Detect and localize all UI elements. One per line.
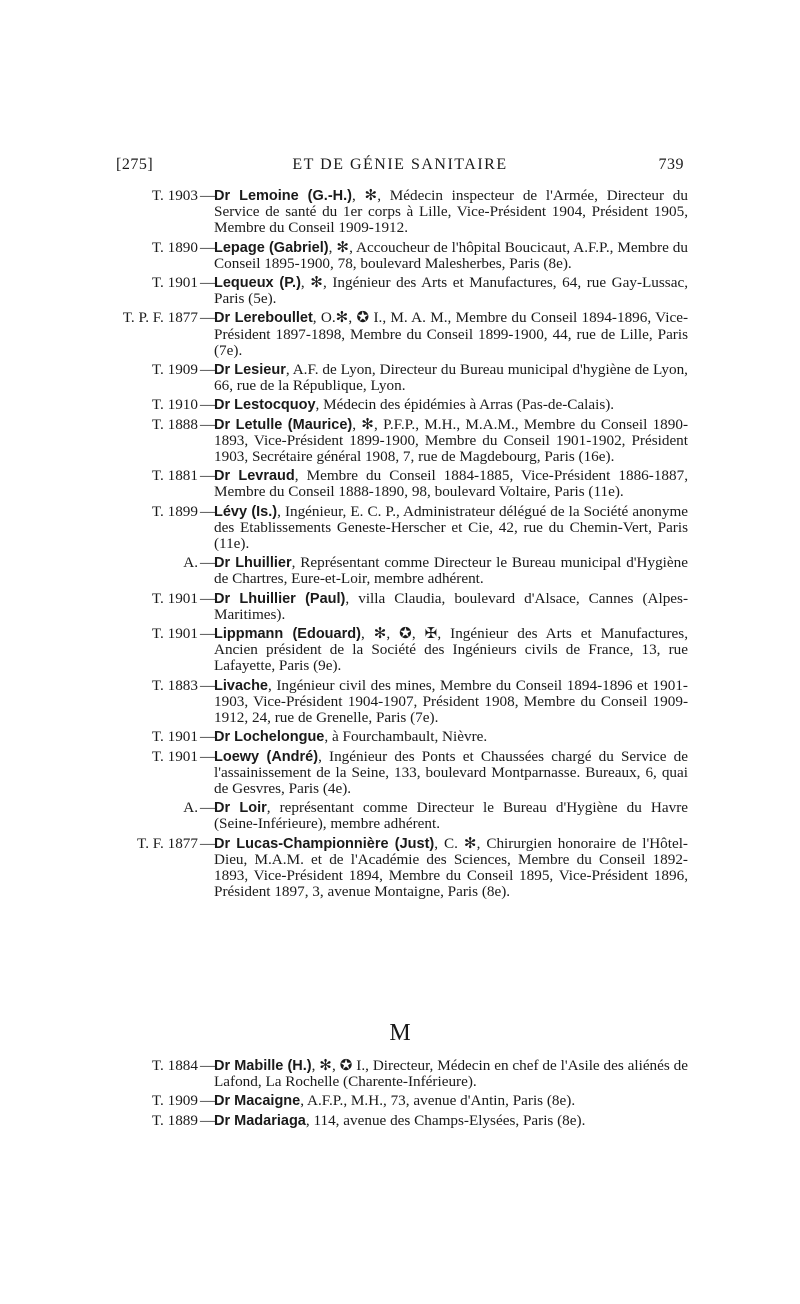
entries-m xyxy=(116,1058,688,1132)
member-name: Dr Letulle (Maurice) xyxy=(214,416,353,433)
entry-text: , Représentant comme Directeur le Bureau municipal d'Hygiène de Chartres, Eure-et-Loir, membre adhérent. xyxy=(214,554,688,588)
member-name: Dr Loir xyxy=(214,800,267,817)
entry-tag: T. 1903 xyxy=(151,187,198,204)
entry-row xyxy=(116,310,688,359)
member-name: Dr Lesieur xyxy=(214,362,286,379)
entry-row xyxy=(116,417,688,466)
entry-text: , Médecin des épidémies à Arras (Pas-de-Calais). xyxy=(315,396,615,414)
entry-tag: T. 1909 xyxy=(151,1092,198,1110)
entry-dash: — xyxy=(200,747,216,765)
member-name: Dr Madariaga xyxy=(214,1112,306,1129)
entry-tag: T. 1889 xyxy=(151,1111,198,1129)
entry-dash: — xyxy=(200,625,216,643)
page-number-left: [275] xyxy=(116,156,154,173)
entry-text: , ✻, Ingénieur des Arts et Manufactures, 64, rue Gay-Lussac, Paris (5e). xyxy=(214,274,688,308)
member-name: Lepage (Gabriel) xyxy=(214,239,329,256)
entry-body xyxy=(214,1113,688,1129)
entry-dash: — xyxy=(200,238,216,256)
entry-dash: — xyxy=(200,361,216,379)
entry-row xyxy=(116,1093,688,1109)
entry-dash: — xyxy=(200,396,216,414)
entry-row xyxy=(116,504,688,553)
entry-row xyxy=(116,591,688,623)
entries-l xyxy=(116,188,688,903)
entry-body xyxy=(214,626,688,675)
entry-tag: T. 1909 xyxy=(151,361,198,379)
entry-dash: — xyxy=(200,502,216,520)
entry-body xyxy=(214,275,688,307)
entry-text: , A.F.P., M.H., 73, avenue d'Antin, Paris (8e). xyxy=(300,1092,576,1110)
entry-text: , ✻, Médecin inspecteur de l'Armée, Directeur du Service de santé du 1er corps à Lille, Vice-Président 1904, Président 1905, Membre du Conseil 1909-1912. xyxy=(214,187,688,237)
entry-tag: T. P. F. 1877 xyxy=(122,309,198,327)
entry-body xyxy=(214,417,688,466)
entry-row xyxy=(116,729,688,745)
member-name: Dr Lucas-Championnière (Just) xyxy=(214,835,435,852)
entry-body xyxy=(214,188,688,237)
entry-tag: T. 1881 xyxy=(151,467,198,485)
section-letter: M xyxy=(389,1020,411,1046)
entry-row xyxy=(116,1113,688,1129)
entry-dash: — xyxy=(200,728,216,746)
entry-tag: T. 1884 xyxy=(151,1057,198,1074)
entry-tag: T. 1901 xyxy=(151,728,198,746)
entry-row xyxy=(116,240,688,272)
member-name: Livache xyxy=(214,677,268,694)
entry-dash: — xyxy=(200,309,216,327)
entry-dash: — xyxy=(200,834,216,852)
entry-text: , C. ✻, Chirurgien honoraire de l'Hôtel-Dieu, M.A.M. et de l'Académie des Sciences, Membre du Conseil 1892-1893, Vice-Président 1894, Membre du Conseil 1895, Vice-Président 1896, Président 1897, 3, avenue Montaigne, Paris (8e). xyxy=(214,834,688,901)
entry-dash: — xyxy=(200,415,216,433)
entry-tag: T. 1899 xyxy=(151,502,198,520)
member-name: Dr Macaigne xyxy=(214,1093,301,1110)
entry-dash: — xyxy=(200,1092,216,1110)
entry-dash: — xyxy=(200,1057,216,1074)
entry-body xyxy=(214,678,688,727)
entry-row xyxy=(116,362,688,394)
member-name: Lippmann (Edouard) xyxy=(214,626,361,643)
member-name: Dr Lhuillier xyxy=(214,555,292,572)
member-name: Dr Lemoine (G.-H.) xyxy=(214,188,352,204)
entry-tag: T. 1901 xyxy=(151,589,198,607)
entry-dash: — xyxy=(200,589,216,607)
entry-body xyxy=(214,729,688,745)
entry-row xyxy=(116,1058,688,1090)
member-name: Dr Lhuillier (Paul) xyxy=(214,590,346,607)
entry-text: , représentant comme Directeur le Bureau d'Hygiène du Havre (Seine-Inférieure), membre adhérent. xyxy=(214,799,689,833)
entry-tag: T. 1890 xyxy=(151,238,198,256)
entry-text: , ✻, P.F.P., M.H., M.A.M., Membre du Conseil 1890-1893, Vice-Président 1899-1900, Membre du Conseil 1901-1902, Président 1903, Secrétaire général 1908, 7, rue de Magdebourg, Paris (16e). xyxy=(214,415,689,466)
member-name: Dr Lestocquoy xyxy=(214,397,316,414)
entry-row xyxy=(116,800,688,832)
entry-row xyxy=(116,678,688,727)
entry-text: , ✻, ✪, ✠, Ingénieur des Arts et Manufactures, Ancien président de la Société des Ingénieurs civils de France, 13, rue Lafayette, Paris (9e). xyxy=(214,625,689,675)
entry-row xyxy=(116,188,688,237)
entry-tag: A. xyxy=(183,554,198,572)
entry-row xyxy=(116,468,688,500)
entry-text: , 114, avenue des Champs-Elysées, Paris (8e). xyxy=(305,1111,586,1129)
entry-text: , O.✻, ✪ I., M. A. M., Membre du Conseil 1894-1896, Vice-Président 1897-1898, Membre du Conseil 1899-1900, 44, rue de Lille, Paris (7e). xyxy=(214,309,688,359)
running-title: ET DE GÉNIE SANITAIRE xyxy=(292,156,508,173)
entry-body xyxy=(214,555,688,587)
entry-tag: T. 1901 xyxy=(151,747,198,765)
entry-tag: A. xyxy=(183,799,198,817)
entry-body xyxy=(214,1058,688,1090)
entry-row xyxy=(116,749,688,798)
entry-row xyxy=(116,397,688,413)
entry-body xyxy=(214,240,688,272)
page-number-right: 739 xyxy=(658,156,684,173)
member-name: Lévy (Is.) xyxy=(214,503,278,520)
entry-row xyxy=(116,555,688,587)
entry-body xyxy=(214,310,688,359)
entry-row xyxy=(116,275,688,307)
member-name: Dr Lochelongue xyxy=(214,729,325,746)
entry-row xyxy=(116,836,688,901)
member-name: Loewy (André) xyxy=(214,748,319,765)
member-name: Lequeux (P.) xyxy=(214,275,301,292)
entry-dash: — xyxy=(200,467,216,485)
entry-text: , à Fourchambault, Nièvre. xyxy=(324,728,488,746)
entry-body xyxy=(214,504,688,553)
entry-text: , Membre du Conseil 1884-1885, Vice-Président 1886-1887, Membre du Conseil 1888-1890, 98, boulevard Voltaire, Paris (11e). xyxy=(214,467,688,501)
member-name: Dr Mabille (H.) xyxy=(214,1058,312,1074)
entry-tag: T. 1901 xyxy=(151,274,198,292)
entry-body xyxy=(214,800,688,832)
entry-text: , A.F. de Lyon, Directeur du Bureau municipal d'hygiène de Lyon, 66, rue de la République, Lyon. xyxy=(214,361,688,395)
entry-tag: T. 1901 xyxy=(151,625,198,643)
entry-text: , villa Claudia, boulevard d'Alsace, Cannes (Alpes-Maritimes). xyxy=(214,589,688,623)
member-name: Dr Levraud xyxy=(214,468,295,485)
entry-dash: — xyxy=(200,274,216,292)
entry-body xyxy=(214,836,688,901)
entry-dash: — xyxy=(200,554,216,572)
entry-dash: — xyxy=(200,187,216,204)
entry-tag: T. 1883 xyxy=(151,676,198,694)
entry-body xyxy=(214,468,688,500)
entry-dash: — xyxy=(200,676,216,694)
member-name: Dr Lereboullet xyxy=(214,310,313,327)
entry-tag: T. F. 1877 xyxy=(137,834,198,852)
entry-body xyxy=(214,1093,688,1109)
entry-tag: T. 1888 xyxy=(151,415,198,433)
entry-dash: — xyxy=(200,799,216,817)
entry-dash: — xyxy=(200,1111,216,1129)
entry-body xyxy=(214,362,688,394)
entry-text: , Ingénieur, E. C. P., Administrateur délégué de la Société anonyme des Etablissements Geneste-Herscher et Cie, 42, rue du Chemin-Vert, Paris (11e). xyxy=(214,502,688,553)
entry-tag: T. 1910 xyxy=(151,396,198,414)
entry-body xyxy=(214,749,688,798)
entry-body xyxy=(214,397,688,413)
page-header xyxy=(116,156,684,180)
entry-text: , ✻, Accoucheur de l'hôpital Boucicaut, A.F.P., Membre du Conseil 1895-1900, 78, boulevard Malesherbes, Paris (8e). xyxy=(214,238,688,272)
entry-text: , Ingénieur civil des mines, Membre du Conseil 1894-1896 et 1901-1903, Vice-Président 1904-1907, Président 1908, Membre du Conseil 1909-1912, 24, rue de Grenelle, Paris (7e). xyxy=(214,676,688,727)
entry-text: , Ingénieur des Ponts et Chaussées chargé du Service de l'assainissement de la Seine, 133, boulevard Montparnasse. Bureaux, 6, quai de Gesvres, Paris (4e). xyxy=(214,747,688,797)
entry-row xyxy=(116,626,688,675)
entry-body xyxy=(214,591,688,623)
entry-text: , ✻, ✪ I., Directeur, Médecin en chef de l'Asile des aliénés de Lafond, La Rochelle (Charente-Inférieure). xyxy=(214,1057,689,1091)
